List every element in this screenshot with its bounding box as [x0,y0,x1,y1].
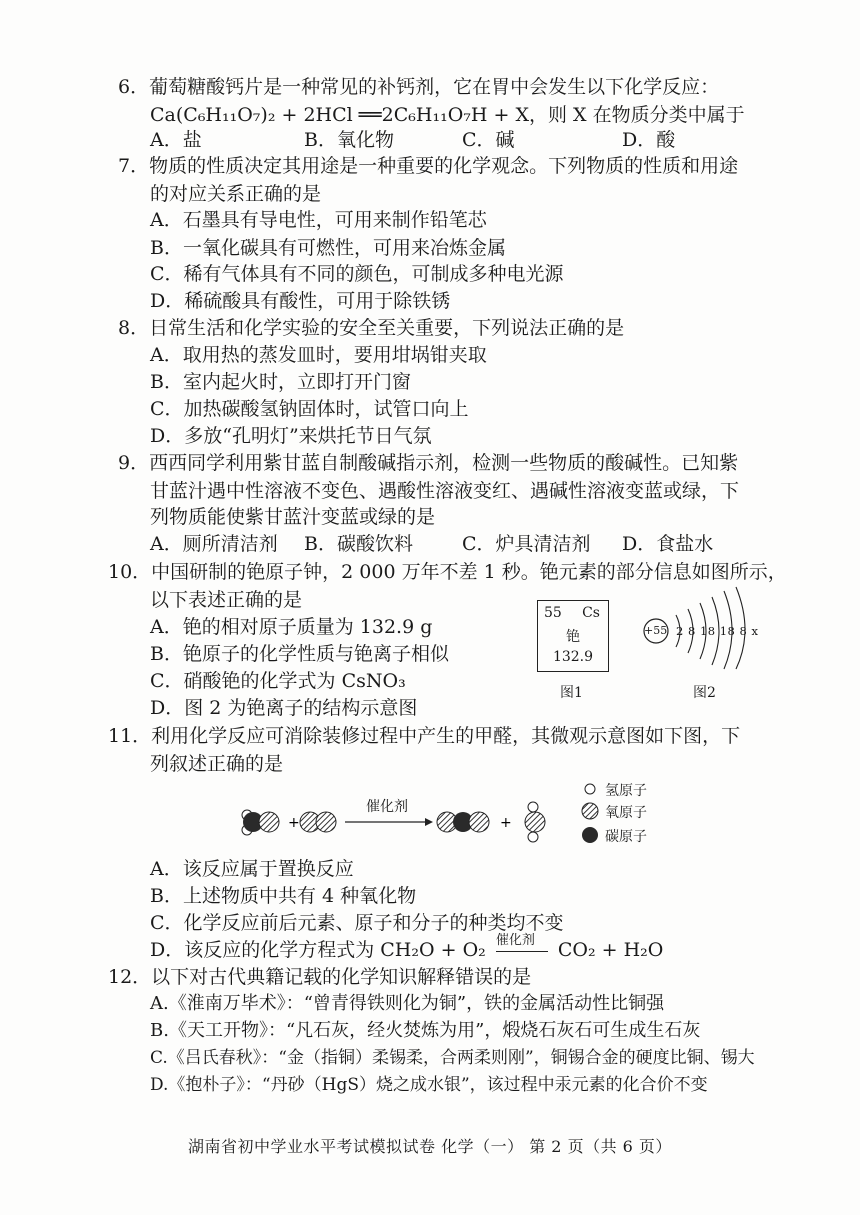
q8-option-c: C．加热碳酸氢钠固体时，试管口向上 [150,398,469,420]
element-mass: 132.9 [552,649,594,665]
q10-stem-line1: 10．中国研制的铯原子钟，2 000 万年不差 1 秒。铯元素的部分信息如图所示， [108,561,787,583]
element-atomic-number: 55 [544,605,562,621]
svg-text:+: + [500,815,512,831]
q7-option-a: A．石墨具有导电性，可用来制作铅笔芯 [150,209,487,231]
q11-option-b: B．上述物质中共有 4 种氧化物 [150,885,417,907]
q12-option-a: A.《淮南万毕术》：“曾青得铁则化为铜”，铁的金属活动性比铜强 [150,993,665,1014]
q11-stem-line2: 列叙述正确的是 [150,753,284,775]
figure2-caption: 图2 [693,685,716,701]
element-symbol: Cs [582,605,600,621]
q12-option-c: C.《吕氏春秋》：“金（指铜）柔锡柔，合两柔则刚”，铜锡合金的硬度比铜、锡大 [150,1048,755,1068]
q6-option-a: A．盐 [150,129,202,151]
catalyst-arrow [495,933,548,962]
q11-option-c: C．化学反应前后元素、原子和分子的种类均不变 [150,912,564,934]
q8-option-a: A．取用热的蒸发皿时，要用坩埚钳夹取 [150,344,487,366]
q12-option-b: B.《天工开物》：“凡石灰，经火焚炼为用”，煅烧石灰石可生成生石灰 [150,1020,701,1041]
q7-stem-line1: 7．物质的性质决定其用途是一种重要的化学观念。下列物质的性质和用途 [118,155,739,177]
nucleus-charge: +55 [644,624,668,637]
q9-stem-line3: 列物质能使紫甘蓝汁变蓝或绿的是 [150,506,436,528]
q6-option-d: D．酸 [622,129,676,151]
page-footer: 湖南省初中学业水平考试模拟试卷 化学（一） 第 2 页（共 6 页） [188,1137,672,1156]
q7-option-d: D．稀硫酸具有酸性，可用于除铁锈 [150,290,451,312]
equation-catalyst-label: 催化剂 [495,933,535,948]
q11-option-d-right: CO₂ + H₂O [557,939,664,961]
q6-option-b: B．氧化物 [304,129,394,151]
q8-option-d: D．多放“孔明灯”来烘托节日气氛 [150,425,432,447]
q11-stem-line1: 11．利用化学反应可消除装修过程中产生的甲醛，其微观示意图如下图，下 [108,725,741,747]
q12-stem: 12．以下对古代典籍记载的化学知识解释错误的是 [108,966,532,988]
q6-stem-line2: Ca(C₆H₁₁O₇)₂ + 2HCl ══2C₆H₁₁O₇H + X，则 X 在物质分类中属于 [150,104,745,126]
q7-option-c: C．稀有气体具有不同的颜色，可制成多种电光源 [150,263,564,285]
q11-option-d [150,933,664,962]
q7-stem-line2: 的对应关系正确的是 [150,183,322,205]
q6-option-c: C．碱 [462,129,515,151]
q10-option-a: A．铯的相对原子质量为 132.9 g [150,616,433,638]
legend-oxygen: 氧原子 [605,805,647,821]
atom-legend-icons [577,780,607,860]
q6-stem-line1: 6．葡萄糖酸钙片是一种常见的补钙剂，它在胃中会发生以下化学反应： [118,76,720,98]
electron-shells: 2 8 18 18 8 x [676,624,759,638]
q10-option-d: D．图 2 为铯离子的结构示意图 [150,697,418,719]
q10-option-c: C．硝酸铯的化学式为 CsNO₃ [150,670,406,692]
figure1-caption: 图1 [560,685,583,701]
q11-option-d-left: D．该反应的化学方程式为 CH₂O + O₂ [150,939,486,961]
q9-stem-line1: 9．西西同学利用紫甘蓝自制酸碱指示剂，检测一些物质的酸碱性。已知紫 [118,452,739,474]
q7-option-b: B．一氧化碳具有可燃性，可用来冶炼金属 [150,237,506,259]
legend-carbon: 碳原子 [605,829,647,845]
svg-text:+: + [288,815,300,831]
q9-option-d: D．食盐水 [622,533,714,555]
q9-option-c: C．炉具清洁剂 [462,533,591,555]
q8-stem: 8．日常生活和化学实验的安全至关重要，下列说法正确的是 [118,317,625,339]
q9-option-a: A．厕所清洁剂 [150,533,278,555]
q10-option-b: B．铯原子的化学性质与铯离子相似 [150,643,449,665]
q10-stem-line2: 以下表述正确的是 [150,589,303,611]
q9-stem-line2: 甘蓝汁遇中性溶液不变色、遇酸性溶液变红、遇碱性溶液变蓝或绿，下 [150,480,740,502]
q9-option-b: B．碳酸饮料 [304,533,413,555]
q8-option-b: B．室内起火时，立即打开门窗 [150,371,411,393]
element-card-cesium [537,600,609,672]
legend-hydrogen: 氢原子 [605,783,647,799]
element-name: 铯 [566,629,580,645]
catalyst-label: 催化剂 [366,799,408,815]
q11-option-a: A．该反应属于置换反应 [150,858,354,880]
q12-option-d: D.《抱朴子》：“丹砂（HgS）烧之成水银”，该过程中汞元素的化合价不变 [150,1075,708,1095]
